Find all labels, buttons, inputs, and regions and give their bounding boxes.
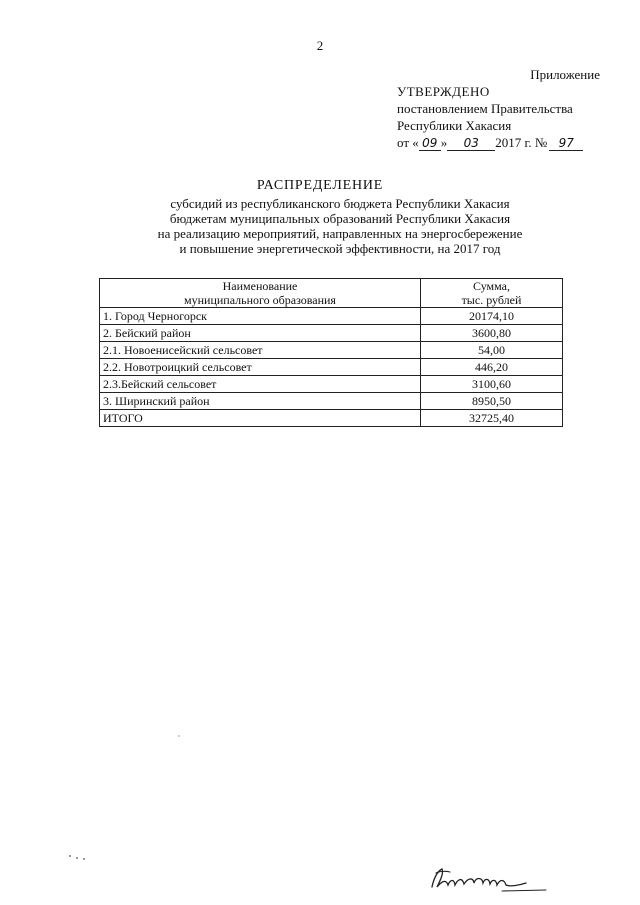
table-header-row: [100, 279, 563, 308]
header-amount-line-1: Сумма,: [473, 279, 510, 293]
appendix-label: Приложение: [530, 67, 600, 82]
row-amount: 32725,40: [421, 410, 563, 427]
scan-speck: [178, 735, 180, 737]
row-amount: 54,00: [421, 342, 563, 359]
approval-line-2: Республики Хакасия: [397, 118, 512, 133]
date-mid: »: [440, 135, 448, 150]
subtitle-line: бюджетам муниципальных образований Республики Хакасия: [169, 211, 511, 226]
distribution-table: [99, 278, 563, 427]
row-name: ИТОГО: [100, 410, 421, 427]
row-amount: 3600,80: [421, 325, 563, 342]
approval-block: [397, 83, 583, 151]
header-name-line-2: муниципального образования: [184, 293, 336, 307]
date-year: 2017 г. №: [495, 135, 548, 150]
document-subtitle: [120, 196, 560, 256]
subtitle-line: субсидий из республиканского бюджета Республики Хакасия: [170, 196, 510, 211]
subtitle-line: и повышение энергетической эффективности, на 2017 год: [179, 241, 501, 256]
header-name-line-1: Наименование: [222, 279, 298, 293]
row-amount: 3100,60: [421, 376, 563, 393]
date-day: 09: [419, 137, 441, 151]
table-row: [100, 308, 563, 325]
row-name: 2.3.Бейский сельсовет: [100, 376, 421, 393]
row-name: 1. Город Черногорск: [100, 308, 421, 325]
row-name: 2.1. Новоенисейский сельсовет: [100, 342, 421, 359]
signature: [428, 863, 558, 895]
date-month: 03: [447, 137, 495, 151]
approval-line-1: постановлением Правительства: [397, 101, 573, 116]
row-name: 3. Ширинский район: [100, 393, 421, 410]
doc-number: 97: [549, 137, 583, 151]
row-amount: 20174,10: [421, 308, 563, 325]
date-prefix: от «: [397, 135, 419, 150]
row-amount: 446,20: [421, 359, 563, 376]
document-title: РАСПРЕДЕЛЕНИЕ: [256, 178, 384, 193]
header-amount: [421, 279, 563, 308]
table-row: [100, 359, 563, 376]
approval-date-line: [397, 134, 583, 151]
scan-speck: [69, 855, 71, 857]
row-name: 2.2. Новотроицкий сельсовет: [100, 359, 421, 376]
page-number: 2: [316, 38, 324, 53]
header-name: [100, 279, 421, 308]
table-row-total: [100, 410, 563, 427]
approval-title: УТВЕРЖДЕНО: [397, 84, 490, 99]
subtitle-line: на реализацию мероприятий, направленных на энергосбережение: [157, 226, 523, 241]
row-name: 2. Бейский район: [100, 325, 421, 342]
scan-speck: [83, 858, 85, 860]
row-amount: 8950,50: [421, 393, 563, 410]
table-row: [100, 342, 563, 359]
table-row: [100, 393, 563, 410]
table-row: [100, 376, 563, 393]
header-amount-line-2: тыс. рублей: [461, 293, 522, 307]
scan-speck: [76, 857, 78, 859]
table-row: [100, 325, 563, 342]
